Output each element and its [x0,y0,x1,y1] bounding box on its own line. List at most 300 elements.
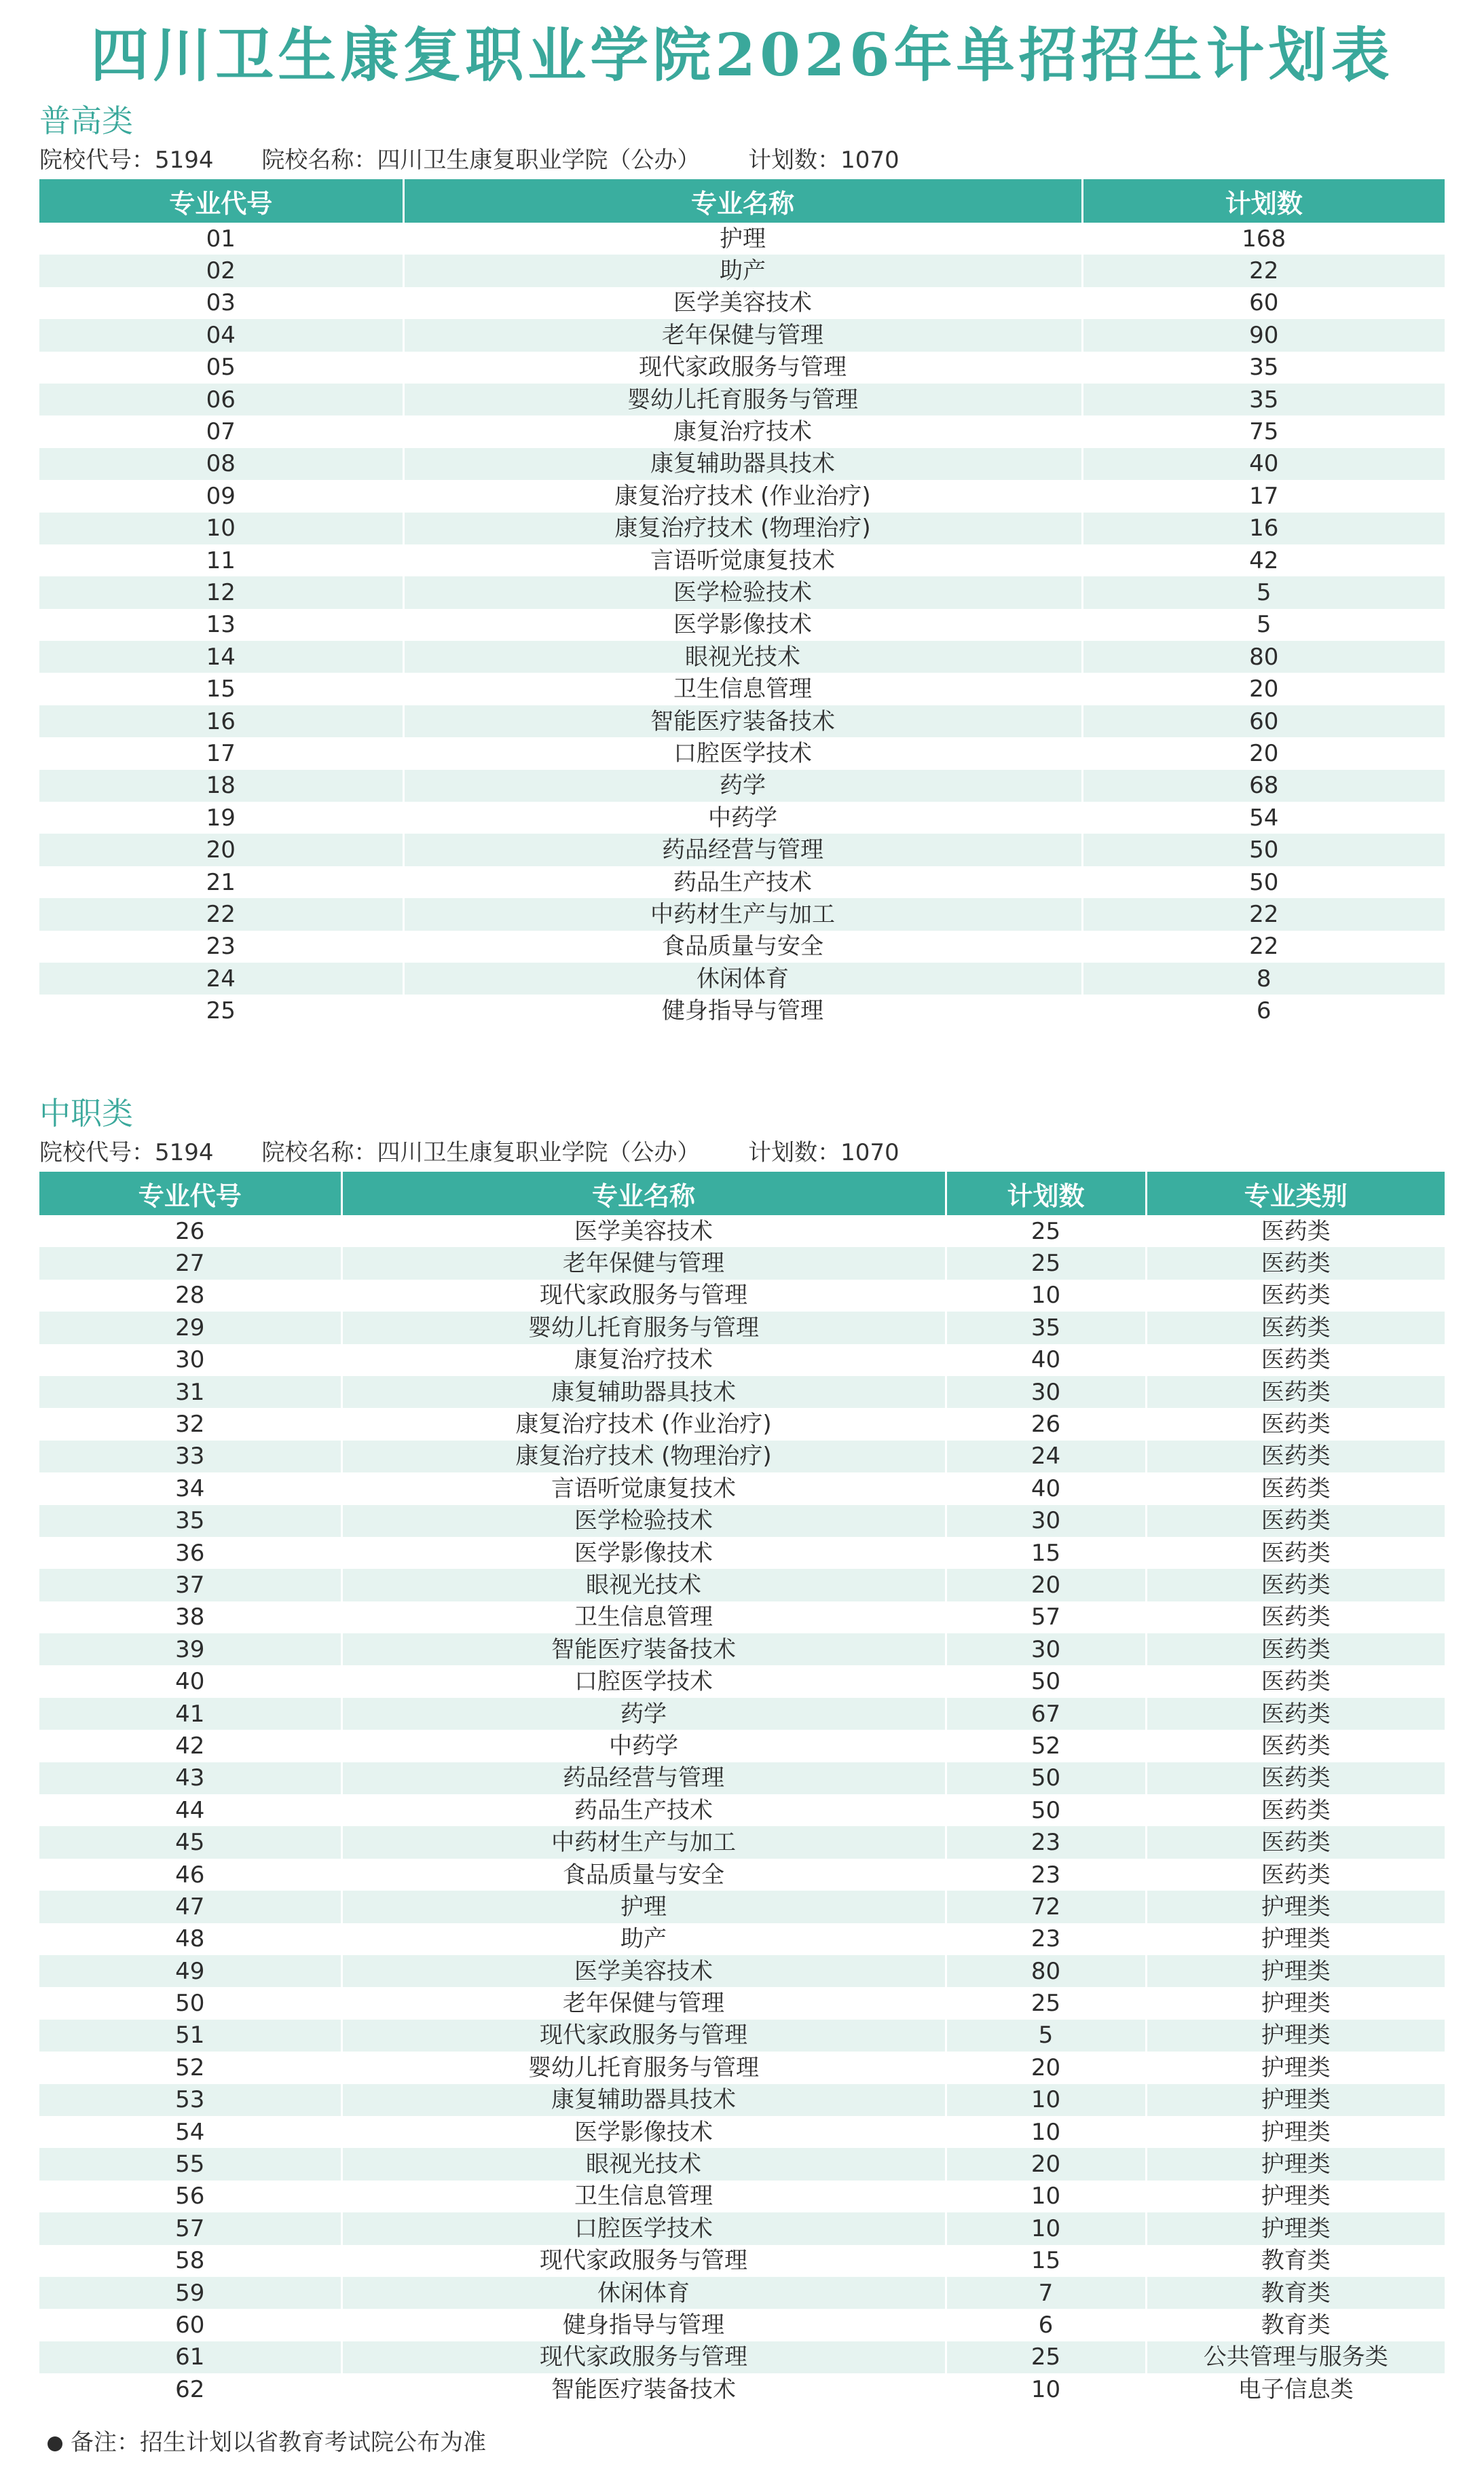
table-cell: 中药学 [341,1730,946,1762]
table-cell: 04 [39,319,403,351]
table-cell: 医药类 [1146,1247,1445,1279]
table-cell: 51 [39,2020,341,2052]
table-cell: 49 [39,1955,341,1987]
table-cell: 23 [39,931,403,963]
table-row [39,995,1445,1026]
table-row [39,2052,1445,2083]
table-cell: 35 [1082,384,1445,415]
table-cell: 56 [39,2181,341,2212]
table-cell: 39 [39,1633,341,1665]
table-cell: 40 [946,1472,1146,1504]
table-cell: 5 [946,2020,1146,2052]
table-row [39,319,1445,351]
table-cell: 6 [946,2309,1146,2341]
table-cell: 12 [39,576,403,608]
table-row [39,1247,1445,1279]
table-row [39,1408,1445,1440]
table-cell: 47 [39,1891,341,1923]
general-heading: 普高类 [39,103,133,139]
table-row [39,2245,1445,2277]
table-cell: 药品生产技术 [403,866,1082,898]
table-cell: 16 [1082,513,1445,544]
table-cell: 教育类 [1146,2277,1445,2309]
table-cell: 卫生信息管理 [341,1601,946,1633]
table-cell: 22 [1082,255,1445,286]
table-cell: 康复治疗技术 [403,415,1082,447]
table-cell: 23 [946,1859,1146,1891]
table-cell: 医药类 [1146,1762,1445,1794]
bullet-icon [48,2436,62,2451]
table-cell: 医学检验技术 [403,576,1082,608]
table-row [39,415,1445,447]
table-cell: 医学美容技术 [341,1215,946,1247]
table-cell: 18 [39,770,403,802]
table-cell: 50 [946,1794,1146,1826]
table-cell: 31 [39,1376,341,1408]
general-section [39,100,1445,1027]
table-cell: 20 [1082,673,1445,705]
table-cell: 护理类 [1146,2020,1445,2052]
vocational-school-info [39,1134,1445,1172]
table-row [39,770,1445,802]
table-cell: 01 [39,223,403,255]
table-cell: 卫生信息管理 [403,673,1082,705]
table-cell: 34 [39,1472,341,1504]
table-row [39,1698,1445,1730]
table-cell: 护理类 [1146,1955,1445,1987]
table-cell: 20 [946,2052,1146,2083]
table-row [39,2212,1445,2244]
table-row [39,1891,1445,1923]
table-cell: 54 [1082,802,1445,834]
table-row [39,2309,1445,2341]
general-school-name: 院校名称：四川卫生康复职业学院（公办） [261,147,701,174]
table-cell: 24 [946,1441,1146,1472]
table-row [39,255,1445,286]
table-cell: 教育类 [1146,2309,1445,2341]
table-cell: 60 [1082,287,1445,319]
table-cell: 8 [1082,963,1445,995]
table-row [39,705,1445,737]
table-cell: 55 [39,2148,341,2180]
table-cell: 医药类 [1146,1505,1445,1537]
table-cell: 41 [39,1698,341,1730]
table-cell: 教育类 [1146,2245,1445,2277]
table-cell: 助产 [341,1923,946,1955]
column-header: 专业代号 [39,1172,341,1215]
table-cell: 50 [946,1762,1146,1794]
table-row [39,2116,1445,2148]
table-cell: 护理类 [1146,2212,1445,2244]
column-header: 专业代号 [39,179,403,223]
table-cell: 15 [39,673,403,705]
table-cell: 药品经营与管理 [403,834,1082,866]
table-cell: 康复治疗技术 (物理治疗) [341,1441,946,1472]
table-row [39,544,1445,576]
table-cell: 35 [39,1505,341,1537]
column-header: 计划数 [1082,179,1445,223]
table-cell: 21 [39,866,403,898]
page-title: 四川卫生康复职业学院2026年单招招生计划表 [90,21,1394,90]
table-cell: 药学 [403,770,1082,802]
table-cell: 25 [946,2341,1146,2373]
general-plan-table [39,179,1445,1027]
table-row [39,2084,1445,2116]
table-cell: 59 [39,2277,341,2309]
table-cell: 06 [39,384,403,415]
table-cell: 护理 [403,223,1082,255]
table-cell: 10 [946,2212,1146,2244]
table-header-row [39,179,1445,223]
table-cell: 17 [39,737,403,769]
table-cell: 护理类 [1146,1923,1445,1955]
table-row [39,1987,1445,2019]
table-cell: 健身指导与管理 [341,2309,946,2341]
table-row [39,898,1445,930]
table-cell: 婴幼儿托育服务与管理 [403,384,1082,415]
table-row [39,1505,1445,1537]
table-cell: 61 [39,2341,341,2373]
table-cell: 休闲体育 [403,963,1082,995]
table-row [39,1826,1445,1858]
table-cell: 05 [39,352,403,384]
table-cell: 25 [946,1247,1146,1279]
table-cell: 22 [1082,931,1445,963]
table-cell: 康复治疗技术 [341,1344,946,1376]
table-row [39,1601,1445,1633]
table-row [39,609,1445,641]
table-cell: 医药类 [1146,1280,1445,1312]
table-cell: 62 [39,2373,341,2405]
table-row [39,2341,1445,2373]
table-cell: 75 [1082,415,1445,447]
table-cell: 20 [39,834,403,866]
table-cell: 50 [39,1987,341,2019]
table-cell: 27 [39,1247,341,1279]
table-row [39,802,1445,834]
general-table-body [39,223,1445,1027]
table-cell: 16 [39,705,403,737]
table-cell: 60 [1082,705,1445,737]
table-cell: 5 [1082,609,1445,641]
table-cell: 44 [39,1794,341,1826]
table-cell: 老年保健与管理 [403,319,1082,351]
table-row [39,641,1445,673]
table-cell: 72 [946,1891,1146,1923]
table-row [39,352,1445,384]
table-cell: 中药学 [403,802,1082,834]
table-row [39,1280,1445,1312]
vocational-section [39,1093,1445,2405]
table-cell: 中药材生产与加工 [341,1826,946,1858]
table-cell: 32 [39,1408,341,1440]
table-cell: 80 [1082,641,1445,673]
table-row [39,2148,1445,2180]
table-cell: 护理类 [1146,2181,1445,2212]
table-cell: 公共管理与服务类 [1146,2341,1445,2373]
table-cell: 现代家政服务与管理 [341,2020,946,2052]
table-row [39,1923,1445,1955]
table-cell: 医药类 [1146,1794,1445,1826]
footnote [48,2422,486,2463]
table-cell: 食品质量与安全 [403,931,1082,963]
table-cell: 11 [39,544,403,576]
table-cell: 08 [39,448,403,480]
table-cell: 60 [39,2309,341,2341]
table-cell: 24 [39,963,403,995]
table-row [39,834,1445,866]
table-cell: 35 [1082,352,1445,384]
table-cell: 15 [946,2245,1146,2277]
table-cell: 25 [39,995,403,1026]
table-cell: 医药类 [1146,1859,1445,1891]
table-cell: 休闲体育 [341,2277,946,2309]
table-cell: 现代家政服务与管理 [403,352,1082,384]
table-cell: 20 [946,1569,1146,1601]
table-cell: 药品经营与管理 [341,1762,946,1794]
table-row [39,737,1445,769]
table-cell: 50 [946,1665,1146,1697]
table-cell: 50 [1082,866,1445,898]
table-cell: 42 [39,1730,341,1762]
table-row [39,1859,1445,1891]
table-cell: 康复治疗技术 (物理治疗) [403,513,1082,544]
table-row [39,448,1445,480]
table-cell: 30 [39,1344,341,1376]
table-row [39,223,1445,255]
table-row [39,1344,1445,1376]
general-plan-total: 计划数：1070 [748,147,899,174]
vocational-plan-total: 计划数：1070 [748,1139,899,1166]
table-cell: 医药类 [1146,1441,1445,1472]
table-cell: 护理类 [1146,1891,1445,1923]
table-cell: 10 [946,2116,1146,2148]
table-cell: 智能医疗装备技术 [341,1633,946,1665]
table-row [39,2181,1445,2212]
table-cell: 医学美容技术 [403,287,1082,319]
table-cell: 38 [39,1601,341,1633]
table-cell: 婴幼儿托育服务与管理 [341,1312,946,1343]
vocational-school-name: 院校名称：四川卫生康复职业学院（公办） [261,1139,701,1166]
table-cell: 婴幼儿托育服务与管理 [341,2052,946,2083]
vocational-table-body [39,1215,1445,2405]
table-cell: 助产 [403,255,1082,286]
table-cell: 10 [946,2181,1146,2212]
table-cell: 现代家政服务与管理 [341,1280,946,1312]
table-cell: 03 [39,287,403,319]
table-cell: 电子信息类 [1146,2373,1445,2405]
table-cell: 医药类 [1146,1376,1445,1408]
table-row [39,576,1445,608]
table-cell: 40 [39,1665,341,1697]
table-cell: 45 [39,1826,341,1858]
table-cell: 37 [39,1569,341,1601]
table-cell: 食品质量与安全 [341,1859,946,1891]
footnote-text: 备注：招生计划以省教育考试院公布为准 [71,2429,486,2456]
table-cell: 52 [39,2052,341,2083]
table-cell: 医学影像技术 [341,2116,946,2148]
general-school-info [39,141,1445,179]
table-cell: 46 [39,1859,341,1891]
table-cell: 42 [1082,544,1445,576]
table-cell: 30 [946,1633,1146,1665]
table-cell: 30 [946,1376,1146,1408]
column-header: 专业类别 [1146,1172,1445,1215]
table-cell: 25 [946,1987,1146,2019]
table-cell: 护理类 [1146,2116,1445,2148]
table-cell: 80 [946,1955,1146,1987]
table-cell: 眼视光技术 [403,641,1082,673]
table-cell: 58 [39,2245,341,2277]
table-cell: 医药类 [1146,1730,1445,1762]
table-cell: 33 [39,1441,341,1472]
table-cell: 医药类 [1146,1537,1445,1569]
table-cell: 现代家政服务与管理 [341,2245,946,2277]
table-row [39,1762,1445,1794]
table-row [39,287,1445,319]
table-cell: 26 [39,1215,341,1247]
table-row [39,1537,1445,1569]
vocational-school-code: 院校代号：5194 [39,1139,214,1166]
table-cell: 15 [946,1537,1146,1569]
table-cell: 老年保健与管理 [341,1247,946,1279]
table-row [39,1955,1445,1987]
table-cell: 健身指导与管理 [403,995,1082,1026]
table-cell: 卫生信息管理 [341,2181,946,2212]
table-row [39,1441,1445,1472]
table-cell: 医药类 [1146,1312,1445,1343]
table-cell: 口腔医学技术 [403,737,1082,769]
table-row [39,1633,1445,1665]
table-cell: 02 [39,255,403,286]
table-cell: 36 [39,1537,341,1569]
table-cell: 智能医疗装备技术 [341,2373,946,2405]
table-row [39,673,1445,705]
table-cell: 13 [39,609,403,641]
table-row [39,1569,1445,1601]
table-cell: 67 [946,1698,1146,1730]
table-cell: 52 [946,1730,1146,1762]
table-cell: 25 [946,1215,1146,1247]
table-row [39,1794,1445,1826]
column-header: 专业名称 [341,1172,946,1215]
table-row [39,2277,1445,2309]
table-cell: 43 [39,1762,341,1794]
table-cell: 17 [1082,480,1445,512]
vocational-heading: 中职类 [39,1095,133,1132]
table-cell: 言语听觉康复技术 [341,1472,946,1504]
table-row [39,1665,1445,1697]
table-row [39,1312,1445,1343]
table-cell: 50 [1082,834,1445,866]
table-cell: 康复辅助器具技术 [341,1376,946,1408]
table-cell: 医药类 [1146,1826,1445,1858]
table-cell: 护理类 [1146,2148,1445,2180]
table-row [39,480,1445,512]
table-cell: 医学美容技术 [341,1955,946,1987]
table-row [39,963,1445,995]
table-cell: 29 [39,1312,341,1343]
table-cell: 168 [1082,223,1445,255]
table-cell: 药品生产技术 [341,1794,946,1826]
table-cell: 眼视光技术 [341,2148,946,2180]
table-cell: 康复辅助器具技术 [403,448,1082,480]
table-row [39,2373,1445,2405]
table-cell: 14 [39,641,403,673]
table-cell: 康复治疗技术 (作业治疗) [341,1408,946,1440]
table-cell: 22 [39,898,403,930]
table-cell: 医药类 [1146,1472,1445,1504]
table-cell: 57 [946,1601,1146,1633]
table-cell: 23 [946,1826,1146,1858]
table-cell: 40 [946,1344,1146,1376]
table-cell: 医药类 [1146,1408,1445,1440]
table-cell: 眼视光技术 [341,1569,946,1601]
table-cell: 医学影像技术 [341,1537,946,1569]
general-school-code: 院校代号：5194 [39,147,214,174]
table-cell: 22 [1082,898,1445,930]
column-header: 专业名称 [403,179,1082,223]
table-cell: 30 [946,1505,1146,1537]
table-cell: 23 [946,1923,1146,1955]
vocational-plan-table [39,1172,1445,2405]
table-row [39,1376,1445,1408]
table-cell: 医药类 [1146,1215,1445,1247]
table-cell: 康复治疗技术 (作业治疗) [403,480,1082,512]
table-cell: 57 [39,2212,341,2244]
table-cell: 7 [946,2277,1146,2309]
table-row [39,513,1445,544]
table-header-row [39,1172,1445,1215]
table-cell: 19 [39,802,403,834]
table-row [39,1730,1445,1762]
table-cell: 口腔医学技术 [341,1665,946,1697]
table-cell: 20 [946,2148,1146,2180]
table-cell: 药学 [341,1698,946,1730]
table-cell: 护理 [341,1891,946,1923]
table-row [39,1472,1445,1504]
table-row [39,931,1445,963]
table-cell: 现代家政服务与管理 [341,2341,946,2373]
table-cell: 医学影像技术 [403,609,1082,641]
table-cell: 20 [1082,737,1445,769]
table-row [39,866,1445,898]
table-cell: 医药类 [1146,1344,1445,1376]
table-row [39,2020,1445,2052]
table-cell: 09 [39,480,403,512]
table-cell: 智能医疗装备技术 [403,705,1082,737]
table-cell: 言语听觉康复技术 [403,544,1082,576]
table-cell: 医药类 [1146,1698,1445,1730]
table-cell: 医药类 [1146,1665,1445,1697]
table-cell: 医药类 [1146,1569,1445,1601]
table-cell: 07 [39,415,403,447]
table-cell: 53 [39,2084,341,2116]
table-cell: 40 [1082,448,1445,480]
column-header: 计划数 [946,1172,1146,1215]
table-cell: 48 [39,1923,341,1955]
table-cell: 医学检验技术 [341,1505,946,1537]
table-cell: 90 [1082,319,1445,351]
table-cell: 中药材生产与加工 [403,898,1082,930]
table-row [39,384,1445,415]
table-cell: 医药类 [1146,1601,1445,1633]
table-cell: 35 [946,1312,1146,1343]
table-cell: 10 [946,2084,1146,2116]
table-cell: 医药类 [1146,1633,1445,1665]
table-cell: 28 [39,1280,341,1312]
table-cell: 10 [946,2373,1146,2405]
